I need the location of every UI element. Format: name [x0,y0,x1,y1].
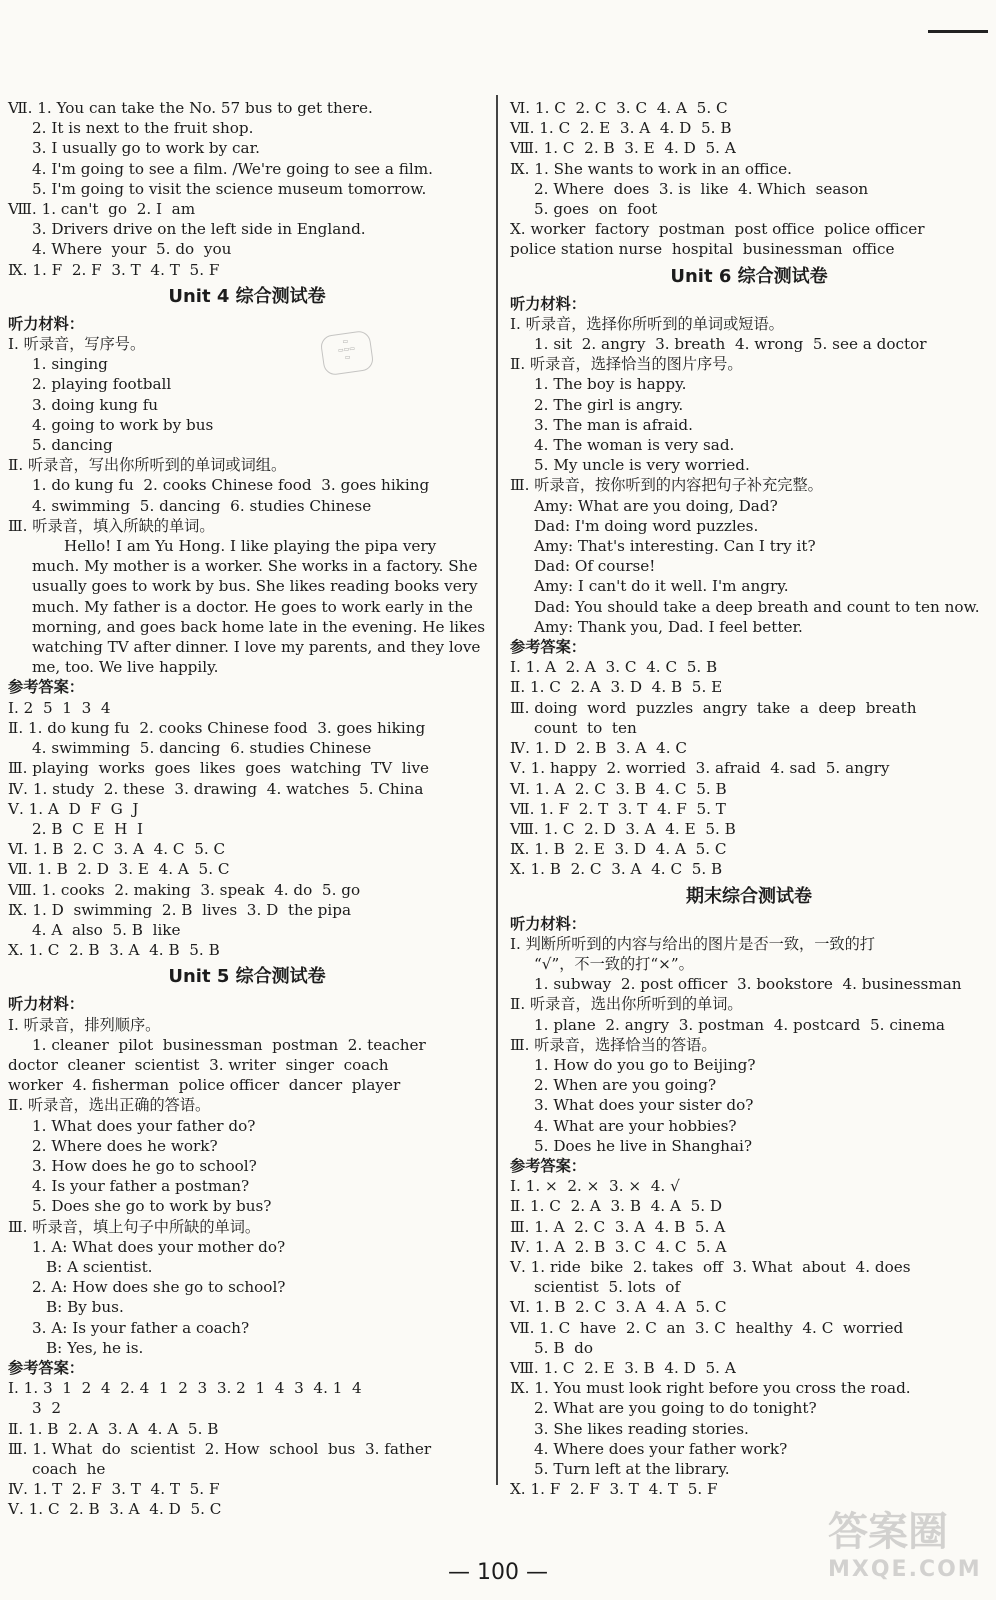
text-line: Ⅲ. playing works goes likes goes watching TV live [8,759,430,778]
text-line: Ⅲ. doing word puzzles angry take a deep breath [510,698,917,717]
text-line: Ⅸ. 1. She wants to work in an office. [510,159,792,178]
watermark-bottom: MXQE.COM [828,1557,982,1582]
text-line: count to ten [534,718,637,737]
top-rule [928,30,988,33]
text-line: Ⅴ. 1. A D F G J [8,799,139,818]
section-title: Unit 6 综合测试卷 [670,265,828,287]
section-heading: 参考答案： [8,1358,84,1377]
text-line: 1. How do you go to Beijing? [534,1055,756,1074]
text-line: Amy: What are you doing, Dad? [534,496,778,515]
text-line: Ⅷ. 1. cooks 2. making 3. speak 4. do 5. go [8,880,361,899]
text-line: 1. The boy is happy. [534,375,687,394]
text-line: Ⅹ. 1. F 2. F 3. T 4. T 5. F [510,1480,718,1499]
text-line: 4. swimming 5. dancing 6. studies Chinese [32,496,372,515]
text-line: Ⅶ. 1. C have 2. C an 3. C healthy 4. C worried [510,1318,904,1337]
text-line: Dad: You should take a deep breath and count to ten now. [534,597,980,616]
text-line: Ⅱ. 听录音，写出你所听到的单词或词组。 [8,456,287,475]
section-heading: 参考答案： [510,1156,586,1175]
text-line: Amy: Thank you, Dad. I feel better. [534,617,803,636]
text-line: Ⅲ. 1. What do scientist 2. How school bus 3. father [8,1439,432,1458]
text-line: Ⅷ. 1. C 2. B 3. E 4. D 5. A [510,139,736,158]
text-line: 3. Drivers drive on the left side in England. [32,220,366,239]
text-line: B: By bus. [46,1298,124,1317]
text-line: Ⅷ. 1. C 2. D 3. A 4. E 5. B [510,819,736,838]
text-line: 3. What does your sister do? [534,1096,754,1115]
text-line: Ⅴ. 1. ride bike 2. takes off 3. What about 4. does [510,1257,911,1276]
text-line: 5. dancing [32,436,113,455]
text-line: Ⅲ. 听录音，填入所缺的单词。 [8,516,215,535]
text-line: 1. A: What does your mother do? [32,1237,286,1256]
text-line: Ⅹ. 1. C 2. B 3. A 4. B 5. B [8,941,220,960]
text-line: Ⅶ. 1. C 2. E 3. A 4. D 5. B [510,119,732,138]
text-line: 4. I'm going to see a film. /We're going to see a film. [32,159,433,178]
text-line: 3. She likes reading stories. [534,1419,749,1438]
text-line: 2. When are you going? [534,1076,717,1095]
text-line: Ⅰ. 听录音，排列顺序。 [8,1015,161,1034]
text-line: police station nurse hospital businessman office [510,240,895,259]
text-line: 5. Turn left at the library. [534,1460,730,1478]
text-line: 4. Where your 5. do you [32,240,232,259]
text-line: 1. sit 2. angry 3. breath 4. wrong 5. see a doctor [534,335,927,354]
text-line: 1. What does your father do? [32,1116,256,1135]
text-line: 4. A also 5. B like [32,920,181,939]
text-line: 4. The woman is very sad. [534,436,735,455]
text-line: Ⅲ. 听录音，按你听到的内容把句子补充完整。 [510,476,823,495]
text-line: Amy: That's interesting. Can I try it? [534,537,816,556]
text-line: 3. The man is afraid. [534,415,693,434]
text-line: Ⅸ. 1. F 2. F 3. T 4. T 5. F [8,260,220,279]
text-line: Ⅱ. 1. C 2. A 3. B 4. A 5. D [510,1197,723,1216]
text-line: 2. Where does he work? [32,1136,218,1155]
text-line: Ⅸ. 1. You must look right before you cross the road. [510,1379,911,1398]
text-line: 5. goes on foot [534,200,658,219]
text-line: Ⅰ. 2 5 1 3 4 [8,698,111,717]
right-column [510,98,988,1499]
text-line: 2. It is next to the fruit shop. [32,119,254,138]
text-line: Ⅴ. 1. C 2. B 3. A 4. D 5. C [8,1500,222,1519]
text-line: Ⅱ. 1. B 2. A 3. A 4. A 5. B [8,1419,219,1438]
text-line: Ⅰ. 听录音，写序号。 [8,335,146,354]
text-line: Ⅱ. 1. C 2. A 3. D 4. B 5. E [510,678,723,697]
text-line: Amy: I can't do it well. I'm angry. [534,577,789,596]
text-line: Ⅵ. 1. A 2. C 3. B 4. C 5. B [510,779,727,798]
text-line: coach he [32,1460,106,1478]
text-line: Ⅳ. 1. A 2. B 3. C 4. C 5. A [510,1237,727,1256]
section-heading: 听力材料： [8,995,84,1014]
text-line: worker 4. fisherman police officer dancer player [8,1076,401,1095]
text-line: Ⅶ. 1. B 2. D 3. E 4. A 5. C [8,860,230,879]
text-line: Ⅵ. 1. C 2. C 3. C 4. A 5. C [510,99,728,117]
text-line: Ⅸ. 1. B 2. E 3. D 4. A 5. C [510,840,727,859]
left-column [8,98,486,1520]
text-line: Ⅳ. 1. T 2. F 3. T 4. T 5. F [8,1480,220,1499]
section-title: 期末综合测试卷 [686,885,812,907]
text-line: Ⅱ. 听录音，选出你所听到的单词。 [510,995,743,1014]
text-line: 4. Where does your father work? [534,1439,788,1458]
text-line: Ⅰ. 1. × 2. × 3. × 4. √ [510,1177,680,1196]
text-line: Ⅰ. 听录音，选择你所听到的单词或短语。 [510,314,784,333]
text-line: B: Yes, he is. [46,1338,144,1357]
text-line: 4. Is your father a postman? [32,1177,250,1196]
text-line: 5. I'm going to visit the science museum tomorrow. [32,179,427,198]
text-line: 3. How does he go to school? [32,1156,257,1175]
page-number: — 100 — [448,1560,548,1585]
text-line: 2. What are you going to do tonight? [534,1399,817,1418]
text-line: Ⅹ. worker factory postman post office police officer [510,220,925,239]
stamp-mark: ▭ ▭▭▭ ▭ [319,330,374,377]
text-line: scientist 5. lots of [534,1278,681,1297]
text-line: Ⅰ. 判断所听到的内容与给出的图片是否一致，一致的打 [510,934,875,953]
text-line: Ⅰ. 1. A 2. A 3. C 4. C 5. B [510,658,718,677]
text-line: “√”，不一致的打“×”。 [534,954,694,973]
text-line: Ⅳ. 1. D 2. B 3. A 4. C [510,739,687,758]
text-line: Ⅶ. 1. You can take the No. 57 bus to get there. [8,99,373,117]
text-line: Ⅱ. 1. do kung fu 2. cooks Chinese food 3. goes hiking [8,718,426,737]
section-title: Unit 4 综合测试卷 [168,285,326,307]
text-line: Hello! I am Yu Hong. I like playing the pipa very much. My mother is a worker. She works in a factory. She usually goes to work by bus. She likes reading books very much. My father is a doctor. He goes to work early in the morning, and goes back home late in the evening. He likes watching TV after dinner. I love my parents, and they love me, too. We live happily. [32,537,486,677]
text-line: Ⅴ. 1. happy 2. worried 3. afraid 4. sad 5. angry [510,759,890,778]
section-heading: 参考答案： [8,678,84,697]
section-title: Unit 5 综合测试卷 [168,966,326,988]
text-line: Ⅱ. 听录音，选择恰当的图片序号。 [510,355,743,374]
text-line: 2. B C E H I [32,819,144,838]
text-line: Ⅵ. 1. B 2. C 3. A 4. C 5. C [8,840,226,859]
text-line: Ⅷ. 1. C 2. E 3. B 4. D 5. A [510,1358,736,1377]
text-line: 2. A: How does she go to school? [32,1278,286,1297]
text-line: 4. swimming 5. dancing 6. studies Chinese [32,739,372,758]
section-heading: 听力材料： [8,314,84,333]
text-line: 3. A: Is your father a coach? [32,1318,250,1337]
section-heading: 听力材料： [510,914,586,933]
text-line: 5. Does she go to work by bus? [32,1197,272,1216]
text-line: Ⅶ. 1. F 2. T 3. T 4. F 5. T [510,799,726,818]
text-line: 3 2 [32,1399,61,1418]
text-line: 4. going to work by bus [32,415,214,434]
text-line: doctor cleaner scientist 3. writer singer coach [8,1055,389,1074]
text-line: 5. B do [534,1338,593,1357]
text-line: 1. do kung fu 2. cooks Chinese food 3. goes hiking [32,476,430,495]
text-line: 3. I usually go to work by car. [32,139,260,158]
text-line: Dad: I'm doing word puzzles. [534,516,759,535]
text-line: Ⅹ. 1. B 2. C 3. A 4. C 5. B [510,860,723,879]
section-heading: 参考答案： [510,638,586,657]
text-line: Ⅲ. 听录音，选择恰当的答语。 [510,1035,717,1054]
text-line: Ⅲ. 听录音，填上句子中所缺的单词。 [8,1217,261,1236]
watermark-top: 答案圈 [828,1509,948,1555]
text-line: 4. What are your hobbies? [534,1116,737,1135]
text-line: Ⅱ. 听录音，选出正确的答语。 [8,1096,211,1115]
text-line: 2. The girl is angry. [534,395,684,414]
column-divider [496,95,498,1485]
text-line: Ⅲ. 1. A 2. C 3. A 4. B 5. A [510,1217,726,1236]
text-line: 3. doing kung fu [32,395,159,414]
text-line: B: A scientist. [46,1257,153,1276]
text-line: Ⅷ. 1. can't go 2. I am [8,200,196,219]
text-line: 2. Where does 3. is like 4. Which season [534,179,869,198]
text-line: 5. My uncle is very worried. [534,456,750,475]
text-line: Ⅵ. 1. B 2. C 3. A 4. A 5. C [510,1298,727,1317]
text-line: 1. plane 2. angry 3. postman 4. postcard 5. cinema [534,1015,945,1034]
text-line: 1. singing [32,355,108,374]
text-line: Ⅳ. 1. study 2. these 3. drawing 4. watches 5. China [8,779,424,798]
text-line: Dad: Of course! [534,557,656,576]
text-line: Ⅰ. 1. 3 1 2 4 2. 4 1 2 3 3. 2 1 4 3 4. 1 4 [8,1379,362,1398]
text-line: Ⅸ. 1. D swimming 2. B lives 3. D the pipa [8,900,352,919]
section-heading: 听力材料： [510,294,586,313]
text-line: 1. subway 2. post officer 3. bookstore 4. businessman [534,975,962,994]
watermark-logo [828,1500,982,1582]
text-line: 5. Does he live in Shanghai? [534,1136,753,1155]
text-line: 2. playing football [32,375,172,394]
text-line: 1. cleaner pilot businessman postman 2. teacher [32,1035,426,1054]
